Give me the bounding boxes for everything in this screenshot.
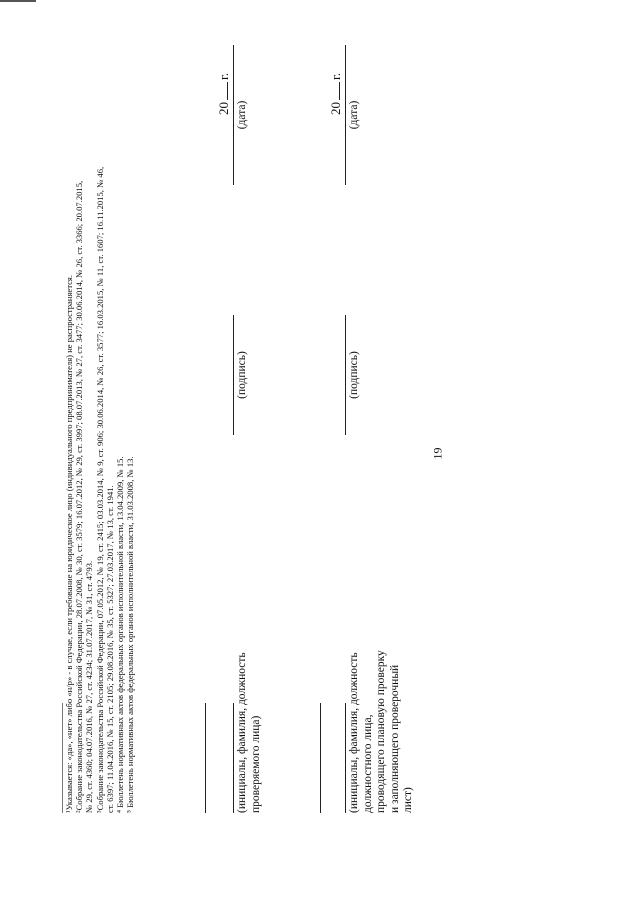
signature-line: [345, 315, 346, 435]
footnote-line: № 29, ст. 4360; 04.07.2016, № 27, ст. 4234; 31.07.2017, № 31, ст. 4793.: [84, 560, 95, 813]
footnote-line: ⁵ Бюллетень нормативных актов федеральных органов исполнительной власти, 31.03.2008, № 13.: [125, 456, 136, 813]
footnote-separator: [62, 703, 63, 813]
year-field: [216, 73, 232, 115]
footnotes: [64, 13, 135, 813]
year-prefix: 20: [216, 102, 231, 115]
date-line: [345, 45, 346, 185]
year-suffix: г.: [328, 72, 343, 80]
year-suffix: г.: [216, 72, 231, 80]
date-line: [233, 45, 234, 185]
date-label: (дата): [236, 100, 248, 130]
name-line: [345, 703, 346, 813]
footnote-line: ст. 6397; 11.04.2016, № 15, ст. 2105; 29.08.2016, № 35, ст. 5327; 27.03.2017, № 13, ст. 1941.: [104, 485, 115, 813]
year-blank: [217, 82, 228, 100]
page-number: 19: [430, 447, 445, 460]
footnote-line: ¹Указывается: «да», «нет» либо «н/р» - в случае, если требование на юридическое лицо (индивидуального предпринимателя) не распространяется.: [64, 274, 74, 813]
signature-label: (подпись): [236, 351, 248, 399]
name-line: [320, 703, 321, 813]
date-label: (дата): [348, 100, 360, 130]
name-line: [205, 703, 206, 813]
footnote-line: ⁴ Бюллетень нормативных актов федеральных органов исполнительной власти, 13.04.2009, № 15.: [115, 456, 126, 813]
footnote-line: ³Собрание законодательства Российской Федерации, 07.05.2012, № 19, ст. 2415; 03.03.2014, № 9, ст. 906; 30.06.2014, № 26, ст. 3577; 16.03.2015, № 11, ст. 1607; 16.11.2015, № 46,: [94, 166, 105, 813]
year-prefix: 20: [328, 102, 343, 115]
footnote-line: ²Собрание законодательства Российской Федерации, 28.07.2008, № 30, ст. 3579; 16.07.2012, № 29, ст. 3997; 08.07.2013, № 27, ст. 3477; 30.06.2014, № 26, ст. 3366; 20.07.2015,: [74, 180, 85, 813]
year-field: [328, 73, 344, 115]
name-line: [233, 703, 234, 813]
name-label: (инициалы, фамилия, должность проверяемого лица): [236, 652, 262, 813]
name-label: (инициалы, фамилия, должность должностного лица, проводящего плановую проверку и заполняющего проверочный лист): [348, 650, 414, 813]
signature-line: [233, 315, 234, 435]
year-blank: [329, 82, 340, 100]
signature-label: (подпись): [348, 351, 360, 399]
